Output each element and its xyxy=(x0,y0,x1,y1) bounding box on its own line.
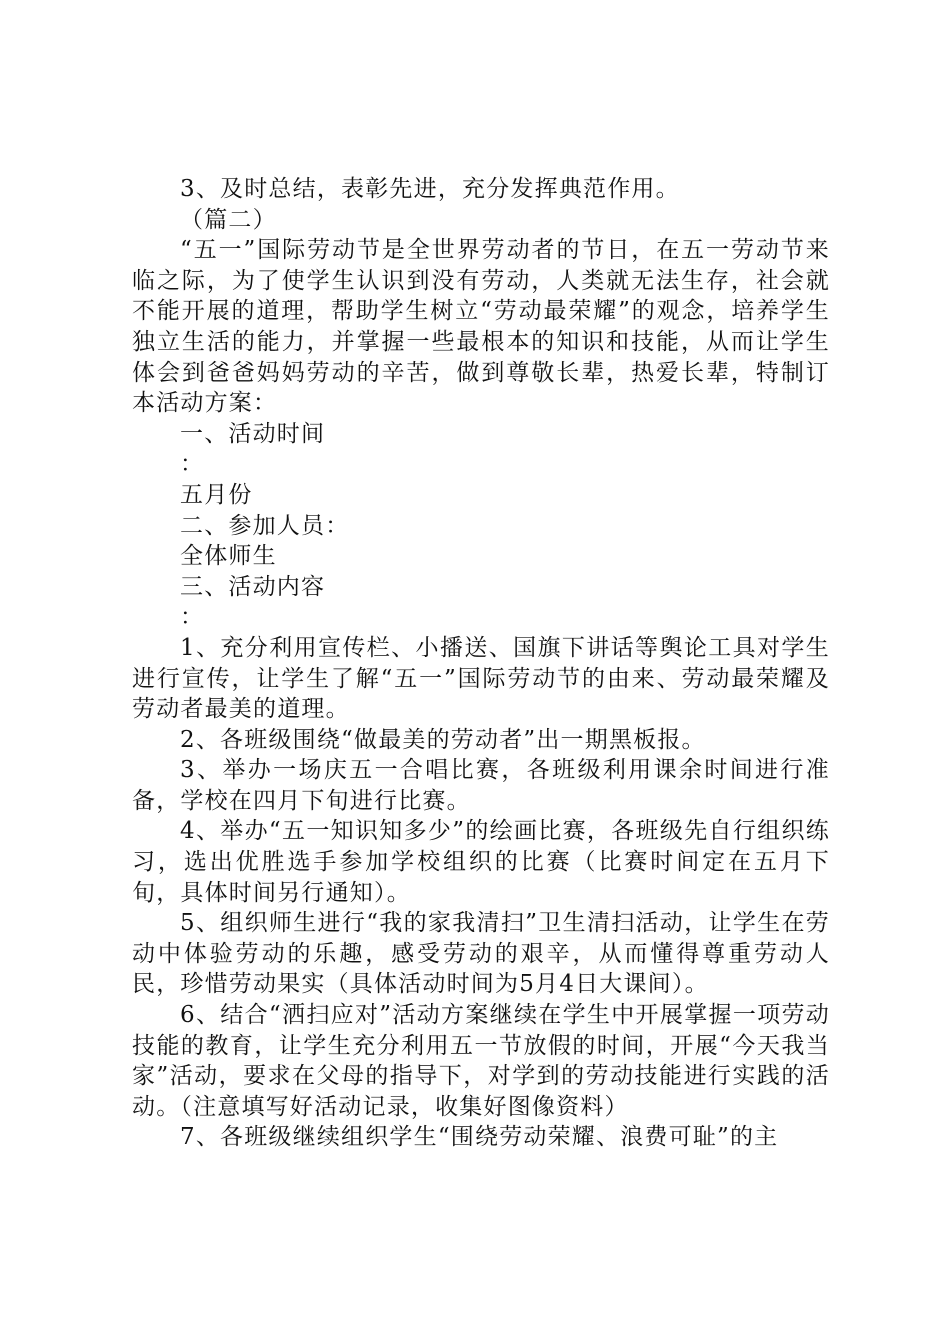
activity-item-3: 3、举办一场庆五一合唱比赛，各班级利用课余时间进行准备，学校在四月下旬进行比赛。 xyxy=(132,757,830,814)
heading-activity-content: 三、活动内容 xyxy=(180,573,326,600)
document-body xyxy=(132,174,830,1153)
paragraph-summary-point-3: 3、及时总结，表彰先进，充分发挥典范作用。 xyxy=(180,176,680,202)
activity-item-1: 1、充分利用宣传栏、小播送、国旗下讲话等舆论工具对学生进行宣传，让学生了解“五一”国际劳动节的由来、劳动最荣耀及劳动者最美的道理。 xyxy=(132,634,830,723)
participants-value: 全体师生 xyxy=(180,543,277,570)
activity-item-7: 7、各班级继续组织学生“围绕劳动荣耀、浪费可耻”的主 xyxy=(180,1124,779,1151)
section-heading-part-two: （篇二） xyxy=(180,206,277,233)
activity-item-2: 2、各班级围绕“做最美的劳动者”出一期黑板报。 xyxy=(180,726,706,753)
heading-participants: 二、参加人员： xyxy=(180,512,350,539)
activity-item-5: 5、组织师生进行“我的家我清扫”卫生清扫活动，让学生在劳动中体验劳动的乐趣，感受劳动的艰辛，从而懂得尊重劳动人民，珍惜劳动果实（具体活动时间为5月4日大课间）。 xyxy=(132,910,830,998)
activity-item-6: 6、结合“洒扫应对”活动方案继续在学生中开展掌握一项劳动技能的教育，让学生充分利用五一节放假的时间，开展“今天我当家”活动，要求在父母的指导下，对学到的劳动技能进行实践的活动。（注意填写好活动记录，收集好图像资料） xyxy=(132,1002,830,1120)
colon-line: ： xyxy=(180,451,205,478)
paragraph-introduction: “五一”国际劳动节是全世界劳动者的节日，在五一劳动节来临之际，为了使学生认识到没有劳动，人类就无法生存，社会就不能开展的道理，帮助学生树立“劳动最荣耀”的观念，培养学生独立生活的能力，并掌握一些最根本的知识和技能，从而让学生体会到爸爸妈妈劳动的辛苦，做到尊敬长辈，热爱长辈，特制订本活动方案： xyxy=(132,237,830,417)
heading-activity-time: 一、活动时间 xyxy=(180,420,326,447)
activity-item-4: 4、举办“五一知识知多少”的绘画比赛，各班级先自行组织练习，选出优胜选手参加学校组织的比赛（比赛时间定在五月下旬，具体时间另行通知）。 xyxy=(132,818,830,906)
activity-time-value: 五月份 xyxy=(180,481,253,508)
colon-line: ： xyxy=(180,604,205,631)
